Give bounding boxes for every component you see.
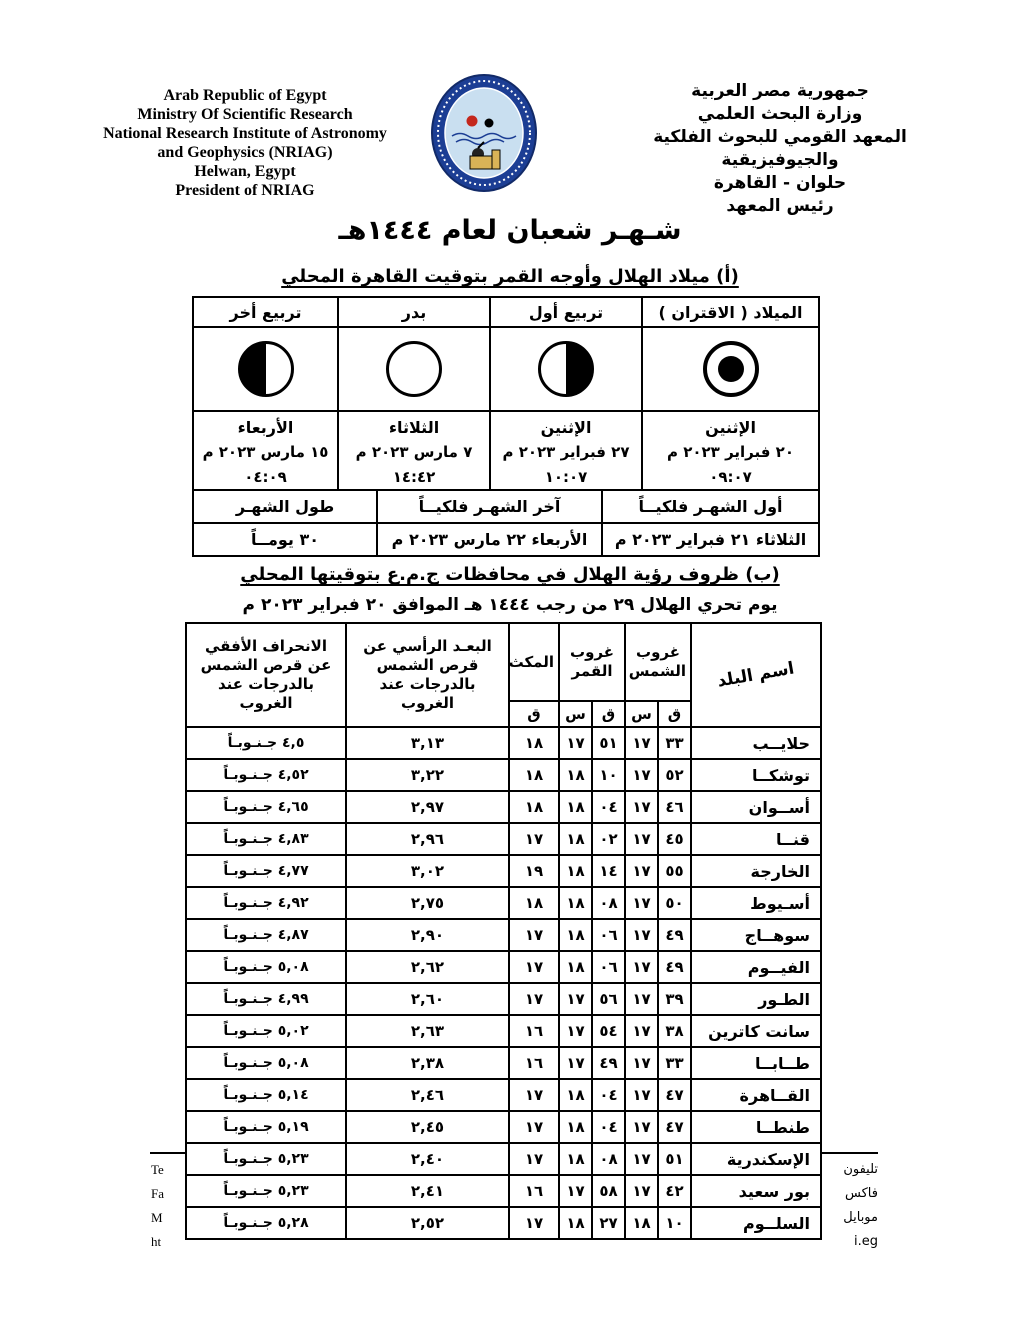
footer-right-line: موبايل: [843, 1210, 878, 1225]
header-english-line: Helwan, Egypt: [194, 163, 296, 180]
phase-info-last-quarter: [193, 411, 338, 494]
lag-minutes-cell: ١٦: [509, 1047, 559, 1079]
footer-left-line: ht: [151, 1234, 162, 1249]
moonset-minutes-cell: ١٤: [592, 855, 625, 887]
moonset-minutes-cell: ٠٤: [592, 1079, 625, 1111]
header-arabic-line: وزارة البحث العلمي: [697, 104, 863, 124]
phase-name-last-quarter: تربيع أخر: [193, 297, 338, 327]
footer-right-line: i.eg: [854, 1234, 878, 1249]
horizontal-deviation-cell: ٥,١٤ جـنـوبـاً: [186, 1079, 346, 1111]
city-name-cell: السلــوم: [691, 1207, 821, 1239]
phase-info-first-quarter: [490, 411, 642, 494]
city-name-cell: بور سعيد: [691, 1175, 821, 1207]
moonset-minutes-cell: ٠٨: [592, 1143, 625, 1175]
sunset-hours-cell: ١٧: [625, 919, 658, 951]
city-name-cell: توشكــا: [691, 759, 821, 791]
sunset-minutes-cell: ٥٢: [658, 759, 691, 791]
city-name-cell: قنــا: [691, 823, 821, 855]
moonset-minutes-cell: ٢٧: [592, 1207, 625, 1239]
moonset-hours-cell: ١٨: [559, 951, 592, 983]
sunset-minutes-cell: ٥١: [658, 1143, 691, 1175]
header-english-line: National Research Institute of Astronomy: [103, 125, 387, 142]
moonset-hours-cell: ١٧: [559, 1015, 592, 1047]
table-row: [186, 983, 821, 1015]
column-header-lag: المكث: [509, 623, 559, 701]
month-first-value: الثلاثاء ٢١ فبراير ٢٠٢٣ م: [602, 523, 819, 556]
horizontal-deviation-cell: ٤,٥ جـنـوبـاً: [186, 727, 346, 759]
full-moon-icon: [386, 341, 442, 397]
phase-info-new-moon: [642, 411, 819, 494]
sunset-minutes-cell: ١٠: [658, 1207, 691, 1239]
page-title: شـهـر شعبان لعام ١٤٤٤هـ: [338, 215, 682, 246]
table-row: [186, 759, 821, 791]
sunset-hours-cell: ١٧: [625, 1143, 658, 1175]
vertical-distance-cell: ٢,٦٠: [346, 983, 509, 1015]
sunset-hours-cell: ١٧: [625, 727, 658, 759]
month-first-label: أول الشهـر فلكيــاً: [602, 490, 819, 523]
lag-minutes-cell: ١٨: [509, 887, 559, 919]
sunset-hours-cell: ١٧: [625, 855, 658, 887]
vertical-distance-cell: ٢,٩٠: [346, 919, 509, 951]
horizontal-deviation-cell: ٥,٠٢ جـنـوبـاً: [186, 1015, 346, 1047]
table-row: [186, 727, 821, 759]
moonset-hours-cell: ١٧: [559, 1047, 592, 1079]
city-name-cell: طنطــا: [691, 1111, 821, 1143]
moonset-minutes-cell: ٠٨: [592, 887, 625, 919]
vertical-distance-cell: ٣,١٣: [346, 727, 509, 759]
footer-right-line: فاكس: [845, 1186, 878, 1201]
city-name-cell: طــابــا: [691, 1047, 821, 1079]
lag-minutes-cell: ١٦: [509, 1015, 559, 1047]
sunset-hours-cell: ١٧: [625, 1111, 658, 1143]
visibility-header-row: [186, 623, 821, 701]
sunset-minutes-cell: ٣٨: [658, 1015, 691, 1047]
header-arabic-line: المعهد القومي للبحوث الفلكية والجيوفيزيقية: [653, 127, 907, 170]
moonset-minutes-cell: ٥٨: [592, 1175, 625, 1207]
horizontal-deviation-cell: ٥,٠٨ جـنـوبـاً: [186, 951, 346, 983]
moonset-minutes-cell: ٠٤: [592, 791, 625, 823]
table-row: [186, 1079, 821, 1111]
phase-date: ١٥ مارس ٢٠٢٣ م: [202, 443, 329, 461]
vertical-distance-cell: ٢,٩٧: [346, 791, 509, 823]
moonset-minutes-cell: ١٠: [592, 759, 625, 791]
section-a-heading: (أ) ميلاد الهلال وأوجه القمر بتوقيت القاهرة المحلي: [281, 266, 739, 287]
sunset-minutes-subheader: ق: [658, 701, 691, 727]
moonset-hours-cell: ١٨: [559, 1143, 592, 1175]
lag-minutes-cell: ١٧: [509, 1207, 559, 1239]
sunset-minutes-cell: ٤٧: [658, 1111, 691, 1143]
sunset-hours-cell: ١٧: [625, 951, 658, 983]
horizontal-deviation-cell: ٥,٢٣ جـنـوبـاً: [186, 1175, 346, 1207]
summary-value-row: [193, 523, 819, 556]
moonset-minutes-cell: ٠٦: [592, 951, 625, 983]
phase-date: ٧ مارس ٢٠٢٣ م: [355, 443, 473, 461]
table-row: [186, 919, 821, 951]
table-row: [186, 887, 821, 919]
moonset-minutes-cell: ٥٦: [592, 983, 625, 1015]
lag-minutes-cell: ١٧: [509, 983, 559, 1015]
vertical-distance-cell: ٢,٣٨: [346, 1047, 509, 1079]
table-row: [186, 823, 821, 855]
lag-minutes-cell: ١٧: [509, 1143, 559, 1175]
vertical-distance-cell: ٢,٤٦: [346, 1079, 509, 1111]
column-header-city: اسم البلد: [691, 623, 821, 727]
moonset-hours-cell: ١٧: [559, 983, 592, 1015]
moonset-hours-cell: ١٨: [559, 1079, 592, 1111]
sunset-hours-subheader: س: [625, 701, 658, 727]
horizontal-deviation-cell: ٥,٠٨ جـنـوبـاً: [186, 1047, 346, 1079]
month-length-label: طول الشهـر: [193, 490, 377, 523]
lag-minutes-cell: ١٧: [509, 1111, 559, 1143]
table-row: [186, 1175, 821, 1207]
city-name-cell: الإسكندرية: [691, 1143, 821, 1175]
phase-name-new-moon: الميلاد ( الاقتران ): [642, 297, 819, 327]
month-last-value: الأربعاء ٢٢ مارس ٢٠٢٣ م: [377, 523, 602, 556]
moonset-hours-cell: ١٨: [559, 823, 592, 855]
lag-minutes-cell: ١٦: [509, 1175, 559, 1207]
moonset-minutes-cell: ٤٩: [592, 1047, 625, 1079]
city-name-cell: الخارجة: [691, 855, 821, 887]
month-summary-table: [192, 489, 820, 557]
moonset-hours-cell: ١٨: [559, 759, 592, 791]
moonset-minutes-cell: ٥١: [592, 727, 625, 759]
vertical-distance-cell: ٢,٦٢: [346, 951, 509, 983]
table-row: [186, 1047, 821, 1079]
footer-left-line: Te: [151, 1162, 164, 1177]
sunset-minutes-cell: ٤٦: [658, 791, 691, 823]
sunset-minutes-cell: ٤٥: [658, 823, 691, 855]
phase-time: ١٠:٠٧: [544, 468, 588, 486]
phase-name-full-moon: بدر: [338, 297, 490, 327]
sunset-hours-cell: ١٧: [625, 823, 658, 855]
sunset-hours-cell: ١٧: [625, 1047, 658, 1079]
header-english-line: and Geophysics (NRIAG): [157, 144, 333, 161]
nriag-logo: [430, 72, 538, 194]
moonset-minutes-cell: ٠٦: [592, 919, 625, 951]
vertical-distance-cell: ٢,٥٢: [346, 1207, 509, 1239]
moonset-minutes-cell: ٠٢: [592, 823, 625, 855]
header-arabic: [630, 80, 930, 218]
sunset-hours-cell: ١٧: [625, 1175, 658, 1207]
lag-minutes-cell: ١٧: [509, 919, 559, 951]
horizontal-deviation-cell: ٥,٢٣ جـنـوبـاً: [186, 1143, 346, 1175]
section-b-heading: (ب) ظروف رؤية الهلال في محافظات ج.م.ع بتوقيتها المحلي: [240, 564, 780, 585]
city-name-cell: الفيــوم: [691, 951, 821, 983]
phase-header-row: [193, 297, 819, 327]
phase-date: ٢٠ فبراير ٢٠٢٣ م: [667, 443, 794, 461]
phase-info-full-moon: [338, 411, 490, 494]
vertical-distance-cell: ٢,٤٥: [346, 1111, 509, 1143]
sunset-hours-cell: ١٧: [625, 759, 658, 791]
section-b-subtitle: يوم تحري الهلال ٢٩ من رجب ١٤٤٤ هـ الموافق ٢٠ فبراير ٢٠٢٣ م: [242, 595, 778, 615]
column-header-sunset: غروب الشمس: [625, 623, 691, 701]
horizontal-deviation-cell: ٤,٩٢ جـنـوبـاً: [186, 887, 346, 919]
moonset-hours-cell: ١٧: [559, 1175, 592, 1207]
sunset-hours-cell: ١٨: [625, 1207, 658, 1239]
phase-time: ٠٩:٠٧: [709, 468, 752, 486]
vertical-distance-cell: ٢,٧٥: [346, 887, 509, 919]
table-row: [186, 1111, 821, 1143]
horizontal-deviation-cell: ٥,١٩ جـنـوبـاً: [186, 1111, 346, 1143]
phase-time: ٠٤:٠٩: [244, 468, 287, 486]
header-english: [95, 86, 395, 200]
lag-minutes-cell: ١٨: [509, 727, 559, 759]
sunset-hours-cell: ١٧: [625, 887, 658, 919]
sunset-minutes-cell: ٤٩: [658, 951, 691, 983]
vertical-distance-cell: ٢,٦٣: [346, 1015, 509, 1047]
horizontal-deviation-cell: ٤,٩٩ جـنـوبـاً: [186, 983, 346, 1015]
phase-day: الإثنين: [705, 418, 756, 437]
footer-left-line: Fa: [151, 1186, 164, 1201]
moonset-hours-cell: ١٨: [559, 887, 592, 919]
footer-right-line: تليفون: [843, 1162, 878, 1177]
phase-day: الثلاثاء: [388, 418, 440, 437]
sunset-minutes-cell: ٤٧: [658, 1079, 691, 1111]
city-name-cell: أســوان: [691, 791, 821, 823]
phase-day: الأربعاء: [237, 418, 294, 437]
sunset-hours-cell: ١٧: [625, 983, 658, 1015]
horizontal-deviation-cell: ٤,٧٧ جـنـوبـاً: [186, 855, 346, 887]
sunset-minutes-cell: ٣٣: [658, 1047, 691, 1079]
moon-phases-table: [192, 296, 820, 495]
horizontal-deviation-cell: ٥,٢٨ جـنـوبـاً: [186, 1207, 346, 1239]
horizontal-deviation-cell: ٤,٨٣ جـنـوبـاً: [186, 823, 346, 855]
summary-header-row: [193, 490, 819, 523]
table-row: [186, 951, 821, 983]
city-name-cell: أسـيوط: [691, 887, 821, 919]
sunset-hours-cell: ١٧: [625, 1079, 658, 1111]
footer-left: [151, 1158, 164, 1254]
last-quarter-moon-icon: [238, 341, 294, 397]
moonset-minutes-cell: ٠٤: [592, 1111, 625, 1143]
vertical-distance-cell: ٣,٠٢: [346, 855, 509, 887]
moonset-hours-cell: ١٨: [559, 1111, 592, 1143]
lag-minutes-cell: ١٧: [509, 823, 559, 855]
vertical-distance-cell: ٢,٤٠: [346, 1143, 509, 1175]
moonset-hours-cell: ١٨: [559, 855, 592, 887]
phase-icons-row: [193, 327, 819, 411]
horizontal-deviation-cell: ٤,٨٧ جـنـوبـاً: [186, 919, 346, 951]
column-header-vertical-distance: البعـد الرأسي عن قرص الشمس بالدرجات عند الغروب: [346, 623, 509, 727]
sunset-hours-cell: ١٧: [625, 791, 658, 823]
visibility-table: [185, 622, 822, 1240]
header-english-line: President of NRIAG: [175, 182, 315, 199]
header-english-line: Arab Republic of Egypt: [163, 87, 327, 104]
phase-time: ١٤:٤٢: [392, 468, 436, 486]
lag-minutes-cell: ١٧: [509, 1079, 559, 1111]
sunset-minutes-cell: ٥٥: [658, 855, 691, 887]
city-name-cell: سوهــاج: [691, 919, 821, 951]
moonset-hours-subheader: س: [559, 701, 592, 727]
first-quarter-moon-icon: [538, 341, 594, 397]
city-name-cell: الطـور: [691, 983, 821, 1015]
table-row: [186, 791, 821, 823]
month-length-value: ٣٠ يومــاً: [193, 523, 377, 556]
phase-date: ٢٧ فبراير ٢٠٢٣ م: [502, 443, 630, 461]
city-name-cell: حلايــب: [691, 727, 821, 759]
header-english-line: Ministry Of Scientific Research: [137, 106, 353, 123]
month-last-label: آخر الشهـر فلكيــاً: [377, 490, 602, 523]
sunset-minutes-cell: ٣٩: [658, 983, 691, 1015]
city-name-cell: سانت كاترين: [691, 1015, 821, 1047]
sunset-minutes-cell: ٤٩: [658, 919, 691, 951]
moonset-minutes-subheader: ق: [592, 701, 625, 727]
sunset-minutes-cell: ٤٢: [658, 1175, 691, 1207]
table-row: [186, 1015, 821, 1047]
lag-minutes-cell: ١٧: [509, 951, 559, 983]
lag-minutes-cell: ١٨: [509, 759, 559, 791]
vertical-distance-cell: ٣,٢٢: [346, 759, 509, 791]
phase-name-first-quarter: تربيع أول: [490, 297, 642, 327]
moonset-minutes-cell: ٥٤: [592, 1015, 625, 1047]
lag-minutes-subheader: ق: [509, 701, 559, 727]
sunset-minutes-cell: ٥٠: [658, 887, 691, 919]
city-name-cell: القــاهرة: [691, 1079, 821, 1111]
vertical-distance-cell: ٢,٤١: [346, 1175, 509, 1207]
header-arabic-line: رئيس المعهد: [726, 196, 834, 216]
new-moon-icon: [703, 341, 759, 397]
lag-minutes-cell: ١٩: [509, 855, 559, 887]
vertical-distance-cell: ٢,٩٦: [346, 823, 509, 855]
table-row: [186, 1207, 821, 1239]
column-header-horizontal-deviation: الانحراف الأفقي عن قرص الشمس بالدرجات عند الغروب: [186, 623, 346, 727]
moonset-hours-cell: ١٨: [559, 919, 592, 951]
table-row: [186, 1143, 821, 1175]
moonset-hours-cell: ١٧: [559, 727, 592, 759]
sunset-minutes-cell: ٣٣: [658, 727, 691, 759]
column-header-moonset: غروب القمر: [559, 623, 625, 701]
moonset-hours-cell: ١٨: [559, 1207, 592, 1239]
phase-info-row: [193, 411, 819, 494]
footer-left-line: M: [151, 1210, 163, 1225]
header-arabic-line: جمهورية مصر العربية: [691, 81, 869, 101]
horizontal-deviation-cell: ٤,٦٥ جـنـوبـاً: [186, 791, 346, 823]
horizontal-deviation-cell: ٤,٥٢ جـنـوبـاً: [186, 759, 346, 791]
phase-day: الإثنين: [540, 418, 592, 437]
sunset-hours-cell: ١٧: [625, 1015, 658, 1047]
moonset-hours-cell: ١٨: [559, 791, 592, 823]
header-arabic-line: حلوان - القاهرة: [713, 173, 847, 193]
table-row: [186, 855, 821, 887]
lag-minutes-cell: ١٨: [509, 791, 559, 823]
